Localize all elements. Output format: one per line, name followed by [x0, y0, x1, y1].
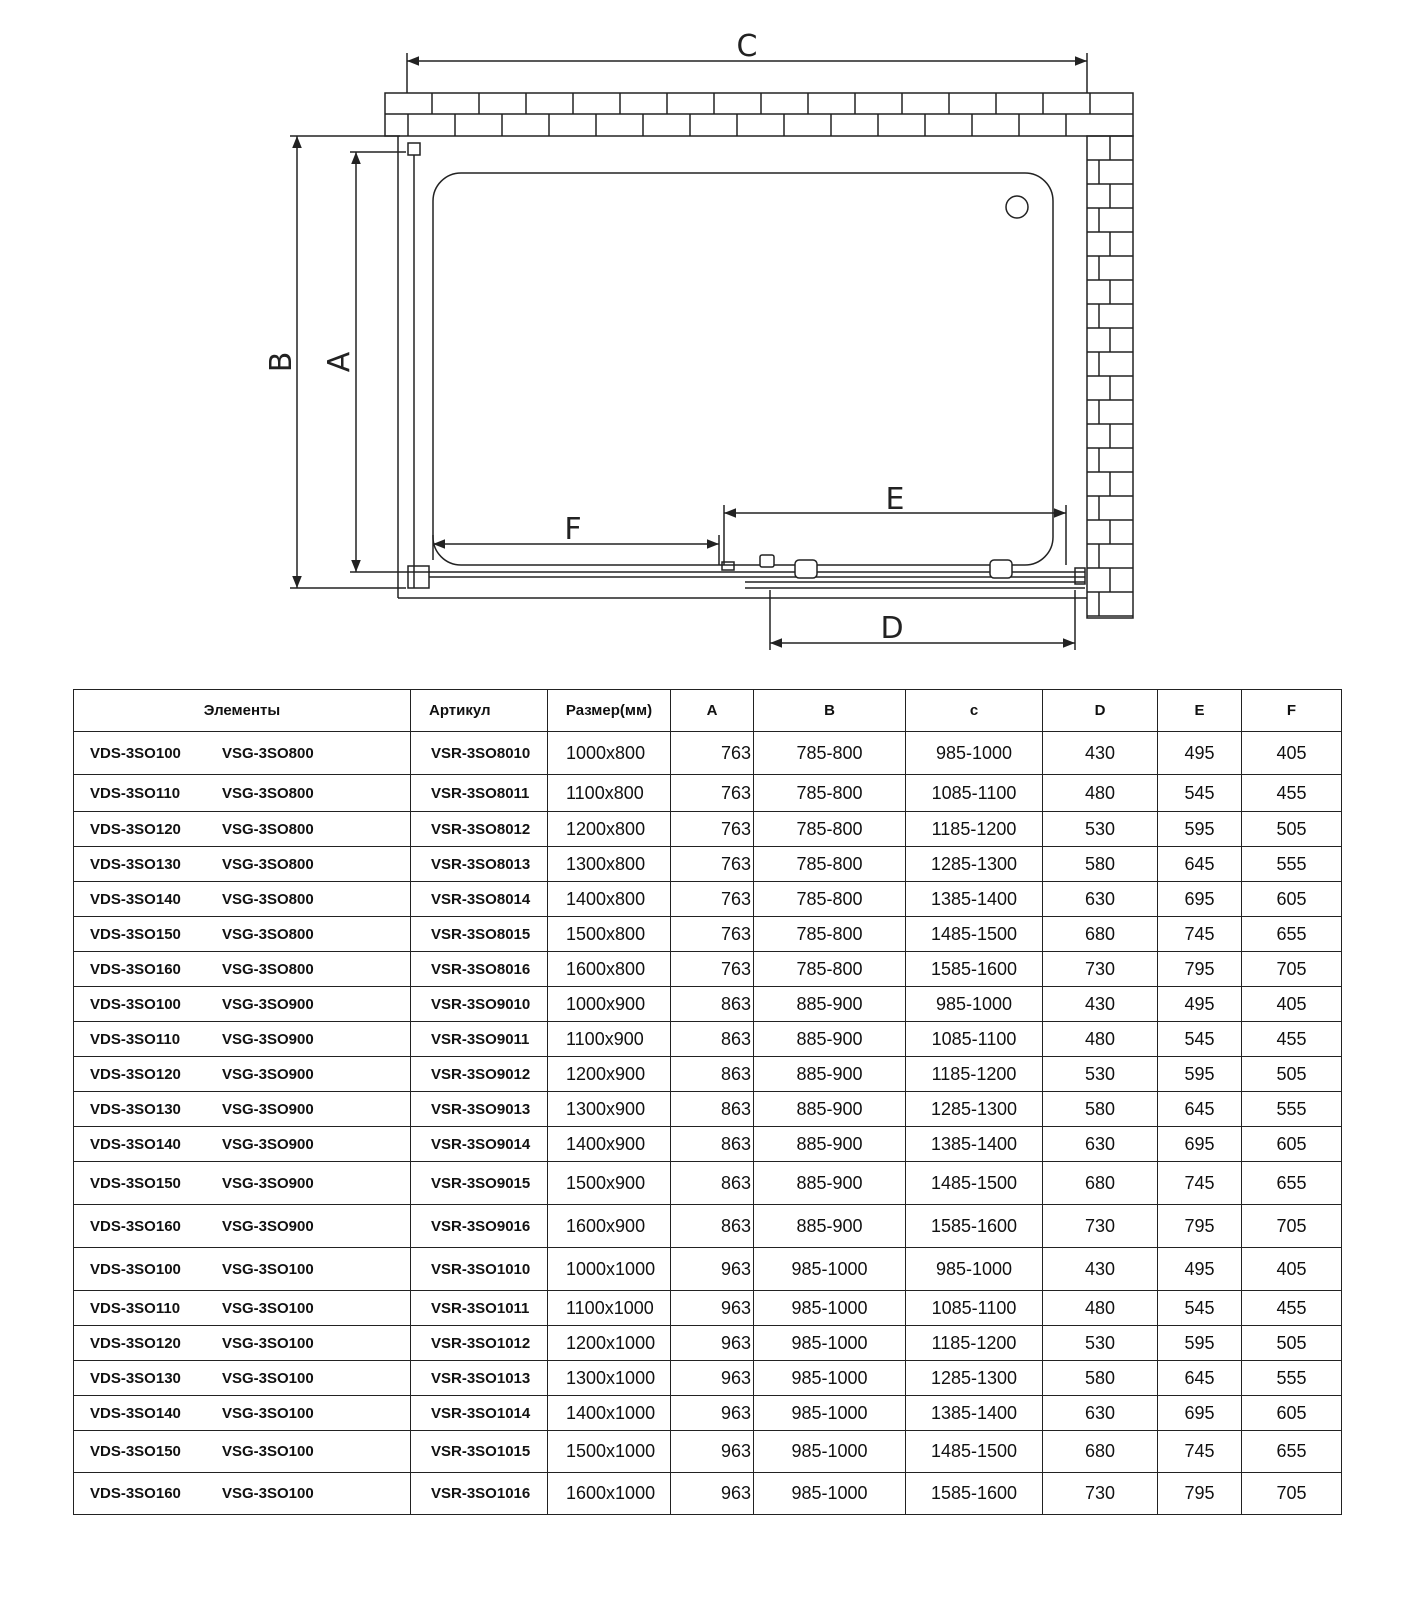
panel-model: VSG-3SO100	[222, 1334, 314, 1352]
cell-size: 1000x900	[548, 987, 671, 1022]
cell-b: 785-800	[754, 882, 906, 917]
door-model: VDS-3SO100	[90, 995, 181, 1013]
cell-f: 405	[1242, 1248, 1342, 1291]
cell-f: 655	[1242, 917, 1342, 952]
cell-a: 863	[671, 1162, 754, 1205]
table-row	[74, 952, 1342, 987]
cell-size: 1100x1000	[548, 1291, 671, 1326]
table-row	[74, 847, 1342, 882]
header-size: Размер(мм)	[548, 690, 671, 732]
spec-table-body	[74, 732, 1342, 1515]
cell-elements	[74, 1022, 411, 1057]
cell-article: VSR-3SO9011	[411, 1022, 548, 1057]
cell-elements	[74, 812, 411, 847]
panel-model: VSG-3SO900	[222, 995, 314, 1013]
cell-d: 480	[1043, 1291, 1158, 1326]
cell-b: 985-1000	[754, 1291, 906, 1326]
cell-f: 555	[1242, 1092, 1342, 1127]
cell-e: 495	[1158, 1248, 1242, 1291]
cell-e: 545	[1158, 1291, 1242, 1326]
table-row	[74, 812, 1342, 847]
cell-f: 705	[1242, 952, 1342, 987]
cell-c: 985-1000	[906, 1248, 1043, 1291]
panel-model: VSG-3SO900	[222, 1135, 314, 1153]
cell-c: 985-1000	[906, 732, 1043, 775]
door-model: VDS-3SO140	[90, 1404, 181, 1422]
cell-d: 430	[1043, 1248, 1158, 1291]
panel-model: VSG-3SO800	[222, 744, 314, 762]
cell-elements	[74, 1162, 411, 1205]
cell-f: 455	[1242, 775, 1342, 812]
cell-size: 1600x1000	[548, 1473, 671, 1515]
cell-article: VSR-3SO9014	[411, 1127, 548, 1162]
cell-size: 1300x1000	[548, 1361, 671, 1396]
cell-e: 745	[1158, 1162, 1242, 1205]
cell-c: 1285-1300	[906, 1092, 1043, 1127]
panel-model: VSG-3SO900	[222, 1217, 314, 1235]
cell-elements	[74, 1361, 411, 1396]
cell-b: 885-900	[754, 1057, 906, 1092]
cell-article: VSR-3SO8010	[411, 732, 548, 775]
panel-model: VSG-3SO900	[222, 1065, 314, 1083]
dim-label-d: D	[880, 611, 904, 646]
cell-d: 630	[1043, 1396, 1158, 1431]
cell-article: VSR-3SO8014	[411, 882, 548, 917]
cell-size: 1400x900	[548, 1127, 671, 1162]
cell-c: 1485-1500	[906, 1162, 1043, 1205]
door-model: VDS-3SO150	[90, 1443, 181, 1460]
brick-wall-icon	[1087, 136, 1133, 618]
cell-d: 680	[1043, 917, 1158, 952]
dim-label-a: A	[322, 351, 357, 373]
cell-c: 1285-1300	[906, 1361, 1043, 1396]
cell-e: 645	[1158, 1361, 1242, 1396]
cell-c: 1585-1600	[906, 952, 1043, 987]
cell-f: 705	[1242, 1473, 1342, 1515]
door-model: VDS-3SO110	[90, 1299, 181, 1317]
cell-article: VSR-3SO1013	[411, 1361, 548, 1396]
cell-f: 655	[1242, 1431, 1342, 1473]
panel-model: VSG-3SO100	[222, 1260, 314, 1278]
cell-d: 530	[1043, 1057, 1158, 1092]
cell-f: 555	[1242, 1361, 1342, 1396]
cell-size: 1500x800	[548, 917, 671, 952]
cell-c: 1085-1100	[906, 775, 1043, 812]
cell-a: 963	[671, 1431, 754, 1473]
cell-e: 595	[1158, 1057, 1242, 1092]
cell-article: VSR-3SO8016	[411, 952, 548, 987]
cell-e: 545	[1158, 775, 1242, 812]
cell-d: 730	[1043, 952, 1158, 987]
panel-model: VSG-3SO800	[222, 960, 314, 978]
cell-b: 785-800	[754, 847, 906, 882]
cell-b: 985-1000	[754, 1473, 906, 1515]
cell-elements	[74, 917, 411, 952]
header-d: D	[1043, 690, 1158, 732]
cell-f: 505	[1242, 1326, 1342, 1361]
table-header-row	[74, 690, 1342, 732]
cell-d: 530	[1043, 812, 1158, 847]
cell-elements	[74, 1057, 411, 1092]
cell-d: 480	[1043, 775, 1158, 812]
drain-icon	[1006, 196, 1028, 218]
table-row	[74, 917, 1342, 952]
table-row	[74, 882, 1342, 917]
table-row	[74, 1248, 1342, 1291]
cell-size: 1100x800	[548, 775, 671, 812]
cell-elements	[74, 1396, 411, 1431]
cell-a: 863	[671, 1092, 754, 1127]
cell-size: 1600x900	[548, 1205, 671, 1248]
table-row	[74, 1361, 1342, 1396]
shower-enclosure-drawing	[0, 0, 1417, 680]
table-row	[74, 1162, 1342, 1205]
cell-f: 605	[1242, 1396, 1342, 1431]
cell-article: VSR-3SO1015	[411, 1431, 548, 1473]
cell-elements	[74, 1205, 411, 1248]
cell-d: 730	[1043, 1473, 1158, 1515]
cell-article: VSR-3SO1016	[411, 1473, 548, 1515]
cell-a: 763	[671, 775, 754, 812]
cell-elements	[74, 1291, 411, 1326]
cell-a: 763	[671, 952, 754, 987]
cell-a: 863	[671, 1205, 754, 1248]
cell-e: 795	[1158, 952, 1242, 987]
cell-b: 985-1000	[754, 1361, 906, 1396]
door-model: VDS-3SO120	[90, 1065, 181, 1083]
door-model: VDS-3SO100	[90, 1260, 181, 1278]
cell-c: 1085-1100	[906, 1291, 1043, 1326]
table-row	[74, 1057, 1342, 1092]
cell-f: 605	[1242, 882, 1342, 917]
cell-e: 595	[1158, 812, 1242, 847]
cell-elements	[74, 952, 411, 987]
cell-size: 1200x900	[548, 1057, 671, 1092]
cell-b: 785-800	[754, 812, 906, 847]
cell-e: 495	[1158, 732, 1242, 775]
cell-e: 495	[1158, 987, 1242, 1022]
cell-e: 745	[1158, 1431, 1242, 1473]
panel-model: VSG-3SO800	[222, 890, 314, 908]
panel-model: VSG-3SO800	[222, 925, 314, 943]
cell-c: 1085-1100	[906, 1022, 1043, 1057]
cell-a: 963	[671, 1396, 754, 1431]
door-model: VDS-3SO160	[90, 1217, 181, 1235]
cell-c: 1485-1500	[906, 917, 1043, 952]
cell-e: 645	[1158, 1092, 1242, 1127]
cell-c: 985-1000	[906, 987, 1043, 1022]
cell-c: 1185-1200	[906, 1057, 1043, 1092]
panel-model: VSG-3SO800	[222, 784, 314, 802]
door-model: VDS-3SO130	[90, 1100, 181, 1118]
cell-elements	[74, 732, 411, 775]
cell-size: 1300x900	[548, 1092, 671, 1127]
cell-elements	[74, 847, 411, 882]
spec-table	[73, 689, 1342, 1515]
cell-e: 795	[1158, 1473, 1242, 1515]
cell-size: 1500x900	[548, 1162, 671, 1205]
cell-d: 680	[1043, 1431, 1158, 1473]
cell-size: 1500x1000	[548, 1431, 671, 1473]
cell-a: 763	[671, 882, 754, 917]
cell-size: 1100x900	[548, 1022, 671, 1057]
cell-b: 885-900	[754, 1127, 906, 1162]
cell-article: VSR-3SO8015	[411, 917, 548, 952]
door-model: VDS-3SO110	[90, 1030, 181, 1048]
table-row	[74, 1127, 1342, 1162]
cell-size: 1400x1000	[548, 1396, 671, 1431]
cell-d: 630	[1043, 882, 1158, 917]
panel-model: VSG-3SO900	[222, 1174, 314, 1192]
header-e: E	[1158, 690, 1242, 732]
cell-a: 763	[671, 917, 754, 952]
door-model: VDS-3SO160	[90, 1485, 181, 1502]
cell-c: 1585-1600	[906, 1205, 1043, 1248]
cell-e: 545	[1158, 1022, 1242, 1057]
cell-article: VSR-3SO8012	[411, 812, 548, 847]
table-row	[74, 732, 1342, 775]
cell-d: 480	[1043, 1022, 1158, 1057]
cell-size: 1600x800	[548, 952, 671, 987]
cell-article: VSR-3SO1011	[411, 1291, 548, 1326]
dim-label-f: F	[564, 512, 582, 547]
cell-b: 985-1000	[754, 1326, 906, 1361]
table-row	[74, 1205, 1342, 1248]
header-a: A	[671, 690, 754, 732]
cell-article: VSR-3SO8013	[411, 847, 548, 882]
cell-b: 785-800	[754, 775, 906, 812]
cell-d: 580	[1043, 1361, 1158, 1396]
cell-f: 405	[1242, 987, 1342, 1022]
header-c: c	[906, 690, 1043, 732]
table-row	[74, 1092, 1342, 1127]
cell-b: 785-800	[754, 952, 906, 987]
header-b: B	[754, 690, 906, 732]
cell-b: 885-900	[754, 1162, 906, 1205]
header-elements: Элементы	[74, 690, 411, 732]
panel-model: VSG-3SO100	[222, 1485, 314, 1502]
cell-a: 863	[671, 987, 754, 1022]
cell-a: 863	[671, 1127, 754, 1162]
cell-d: 630	[1043, 1127, 1158, 1162]
shower-tray	[433, 173, 1053, 565]
cell-elements	[74, 882, 411, 917]
cell-e: 695	[1158, 1127, 1242, 1162]
table-row	[74, 1473, 1342, 1515]
cell-a: 963	[671, 1361, 754, 1396]
cell-d: 430	[1043, 732, 1158, 775]
cell-b: 985-1000	[754, 1396, 906, 1431]
door-model: VDS-3SO130	[90, 1369, 181, 1387]
cell-e: 645	[1158, 847, 1242, 882]
dim-label-e: E	[885, 482, 905, 517]
cell-e: 595	[1158, 1326, 1242, 1361]
cell-article: VSR-3SO9012	[411, 1057, 548, 1092]
cell-f: 555	[1242, 847, 1342, 882]
cell-article: VSR-3SO1014	[411, 1396, 548, 1431]
cell-d: 580	[1043, 1092, 1158, 1127]
cell-article: VSR-3SO1010	[411, 1248, 548, 1291]
roller-icon	[760, 555, 1012, 578]
cell-d: 680	[1043, 1162, 1158, 1205]
cell-f: 455	[1242, 1022, 1342, 1057]
glass-profile	[398, 136, 1087, 598]
cell-a: 863	[671, 1057, 754, 1092]
cell-f: 505	[1242, 1057, 1342, 1092]
cell-a: 963	[671, 1291, 754, 1326]
cell-article: VSR-3SO9015	[411, 1162, 548, 1205]
door-model: VDS-3SO160	[90, 960, 181, 978]
cell-a: 963	[671, 1248, 754, 1291]
cell-e: 745	[1158, 917, 1242, 952]
door-model: VDS-3SO150	[90, 1174, 181, 1192]
door-model: VDS-3SO140	[90, 1135, 181, 1153]
cell-b: 785-800	[754, 917, 906, 952]
cell-f: 655	[1242, 1162, 1342, 1205]
cell-f: 405	[1242, 732, 1342, 775]
cell-f: 705	[1242, 1205, 1342, 1248]
panel-model: VSG-3SO100	[222, 1443, 314, 1460]
cell-f: 605	[1242, 1127, 1342, 1162]
panel-model: VSG-3SO100	[222, 1299, 314, 1317]
cell-size: 1300x800	[548, 847, 671, 882]
cell-e: 795	[1158, 1205, 1242, 1248]
panel-model: VSG-3SO800	[222, 855, 314, 873]
cell-c: 1385-1400	[906, 1127, 1043, 1162]
dim-label-b: B	[264, 351, 299, 373]
cell-a: 963	[671, 1473, 754, 1515]
cell-d: 580	[1043, 847, 1158, 882]
cell-size: 1200x800	[548, 812, 671, 847]
cell-c: 1185-1200	[906, 1326, 1043, 1361]
cell-d: 730	[1043, 1205, 1158, 1248]
cell-f: 505	[1242, 812, 1342, 847]
cell-elements	[74, 1092, 411, 1127]
cell-c: 1485-1500	[906, 1431, 1043, 1473]
cell-article: VSR-3SO9016	[411, 1205, 548, 1248]
cell-b: 785-800	[754, 732, 906, 775]
cell-b: 985-1000	[754, 1248, 906, 1291]
cell-article: VSR-3SO1012	[411, 1326, 548, 1361]
cell-elements	[74, 1248, 411, 1291]
door-model: VDS-3SO140	[90, 890, 181, 908]
table-row	[74, 1022, 1342, 1057]
cell-elements	[74, 1431, 411, 1473]
panel-model: VSG-3SO100	[222, 1404, 314, 1422]
cell-a: 963	[671, 1326, 754, 1361]
door-model: VDS-3SO120	[90, 820, 181, 838]
cell-b: 885-900	[754, 1092, 906, 1127]
cell-elements	[74, 775, 411, 812]
cell-size: 1000x800	[548, 732, 671, 775]
cell-c: 1185-1200	[906, 812, 1043, 847]
door-model: VDS-3SO100	[90, 744, 181, 762]
cell-b: 885-900	[754, 1022, 906, 1057]
cell-f: 455	[1242, 1291, 1342, 1326]
cell-a: 763	[671, 732, 754, 775]
panel-model: VSG-3SO800	[222, 820, 314, 838]
header-article: Артикул	[411, 690, 548, 732]
door-model: VDS-3SO120	[90, 1334, 181, 1352]
cell-elements	[74, 1326, 411, 1361]
cell-size: 1200x1000	[548, 1326, 671, 1361]
cell-c: 1385-1400	[906, 882, 1043, 917]
cell-elements	[74, 1473, 411, 1515]
dim-label-c: C	[736, 29, 758, 64]
table-row	[74, 775, 1342, 812]
cell-article: VSR-3SO9010	[411, 987, 548, 1022]
cell-c: 1385-1400	[906, 1396, 1043, 1431]
panel-model: VSG-3SO900	[222, 1030, 314, 1048]
cell-a: 763	[671, 847, 754, 882]
cell-a: 763	[671, 812, 754, 847]
cell-elements	[74, 987, 411, 1022]
cell-b: 985-1000	[754, 1431, 906, 1473]
table-row	[74, 1431, 1342, 1473]
cell-c: 1585-1600	[906, 1473, 1043, 1515]
brick-wall-icon	[385, 93, 1133, 136]
table-row	[74, 987, 1342, 1022]
door-model: VDS-3SO110	[90, 784, 181, 802]
panel-model: VSG-3SO900	[222, 1100, 314, 1118]
cell-d: 430	[1043, 987, 1158, 1022]
header-f: F	[1242, 690, 1342, 732]
table-row	[74, 1326, 1342, 1361]
cell-a: 863	[671, 1022, 754, 1057]
cell-e: 695	[1158, 882, 1242, 917]
door-model: VDS-3SO130	[90, 855, 181, 873]
door-model: VDS-3SO150	[90, 925, 181, 943]
cell-article: VSR-3SO8011	[411, 775, 548, 812]
panel-model: VSG-3SO100	[222, 1369, 314, 1387]
table-row	[74, 1291, 1342, 1326]
table-row	[74, 1396, 1342, 1431]
cell-size: 1000x1000	[548, 1248, 671, 1291]
cell-article: VSR-3SO9013	[411, 1092, 548, 1127]
cell-d: 530	[1043, 1326, 1158, 1361]
cell-e: 695	[1158, 1396, 1242, 1431]
cell-b: 885-900	[754, 1205, 906, 1248]
cell-size: 1400x800	[548, 882, 671, 917]
cell-b: 885-900	[754, 987, 906, 1022]
cell-c: 1285-1300	[906, 847, 1043, 882]
cell-elements	[74, 1127, 411, 1162]
